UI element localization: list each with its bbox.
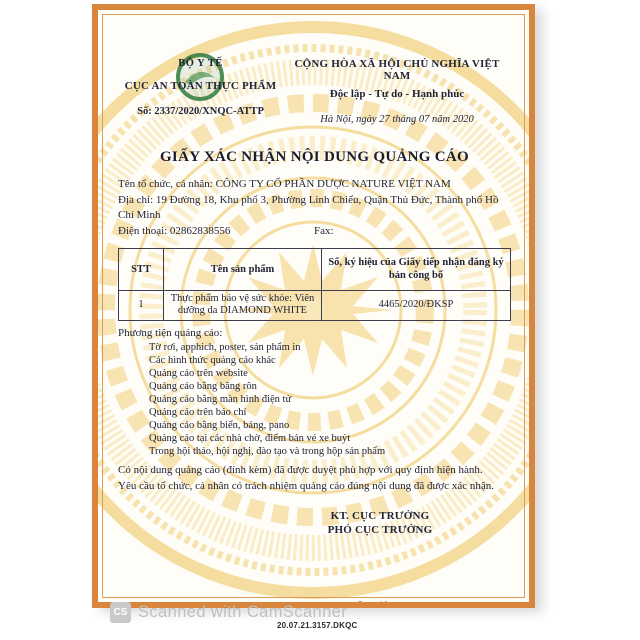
table-row <box>119 290 511 320</box>
column-header-product: Tên sản phẩm <box>164 248 322 290</box>
document-title: GIẤY XÁC NHẬN NỘI DUNG QUẢNG CÁO <box>159 149 470 165</box>
media-section-label: Phương tiện quảng cáo: <box>118 326 223 339</box>
signature-block <box>265 509 495 608</box>
cell-stt: 1 <box>119 290 164 320</box>
media-item: Quảng cáo bằng biển, bảng, pano <box>149 420 290 432</box>
national-motto: Độc lập - Tự do - Hạnh phúc <box>329 88 465 100</box>
national-title: CỘNG HÒA XÃ HỘI CHỦ NGHĨA VIỆT NAM <box>294 58 500 82</box>
product-table <box>118 248 511 321</box>
approval-statement: Có nội dung quảng cáo (đính kèm) đã được duyệt phù hợp với quy định hiện hành. <box>118 464 483 477</box>
cell-product-name: Thực phẩm bảo vệ sức khỏe: Viên dưỡng da DIAMOND WHITE <box>164 290 322 320</box>
cell-registration-number: 4465/2020/ĐKSP <box>322 290 511 320</box>
certificate-document <box>92 4 535 608</box>
media-item: Các hình thức quảng cáo khác <box>149 354 276 366</box>
signer-name: Trần Việt Nga <box>346 600 414 608</box>
media-list <box>149 341 511 459</box>
media-item: Quảng cáo tại các nhà chờ, điểm bán vé xe buýt <box>149 433 351 445</box>
camscanner-brand-text: Scanned with CamScanner <box>138 603 348 621</box>
organization-line: Tên tổ chức, cá nhân: CÔNG TY CỔ PHẦN DƯỢC NATURE VIỆT NAM <box>118 178 451 190</box>
requirement-statement: Yêu cầu tổ chức, cá nhân có trách nhiệm quảng cáo đúng nội dung đã được xác nhận. <box>118 480 495 493</box>
media-item: Quảng cáo trên website <box>149 367 248 379</box>
signer-title-deputy: PHÓ CỤC TRƯỞNG <box>327 524 433 537</box>
agency-name: CỤC AN TOÀN THỰC PHẨM <box>124 80 277 92</box>
camscanner-watermark <box>110 602 347 623</box>
media-item: Quảng cáo bằng màn hình điện tử <box>149 393 292 405</box>
media-item: Tờ rơi, apphich, poster, sản phẩm in <box>149 341 301 353</box>
address-line: Địa chỉ: 19 Đường 18, Khu phố 3, Phường Linh Chiểu, Quận Thủ Đức, Thành phố Hồ Chí Minh <box>118 194 499 221</box>
table-header-row <box>119 248 511 290</box>
media-item: Quảng cáo bằng băng rôn <box>149 380 257 392</box>
document-header <box>118 58 511 125</box>
fax-line: Fax: <box>314 225 334 237</box>
media-item: Quảng cáo trên báo chí <box>149 406 247 418</box>
column-header-stt: STT <box>119 248 164 290</box>
camscanner-icon: CS <box>110 602 131 623</box>
signer-title-kt: KT. CỤC TRƯỞNG <box>330 510 430 523</box>
scan-code: 20.07.21.3157.DKQC <box>277 621 358 630</box>
document-number: Số: 2337/2020/XNQC-ATTP <box>137 106 264 117</box>
ministry-name: BỘ Y TẾ <box>178 58 223 69</box>
media-item: Trong hội thảo, hội nghị, đào tạo và trong hộp sản phẩm <box>149 446 386 458</box>
issue-date-line: Hà Nội, ngày 27 tháng 07 năm 2020 <box>320 114 474 125</box>
column-header-registration: Số, ký hiệu của Giấy tiếp nhận đăng ký bản công bố <box>322 248 511 290</box>
phone-line: Điện thoại: 02862838556 <box>118 225 231 237</box>
